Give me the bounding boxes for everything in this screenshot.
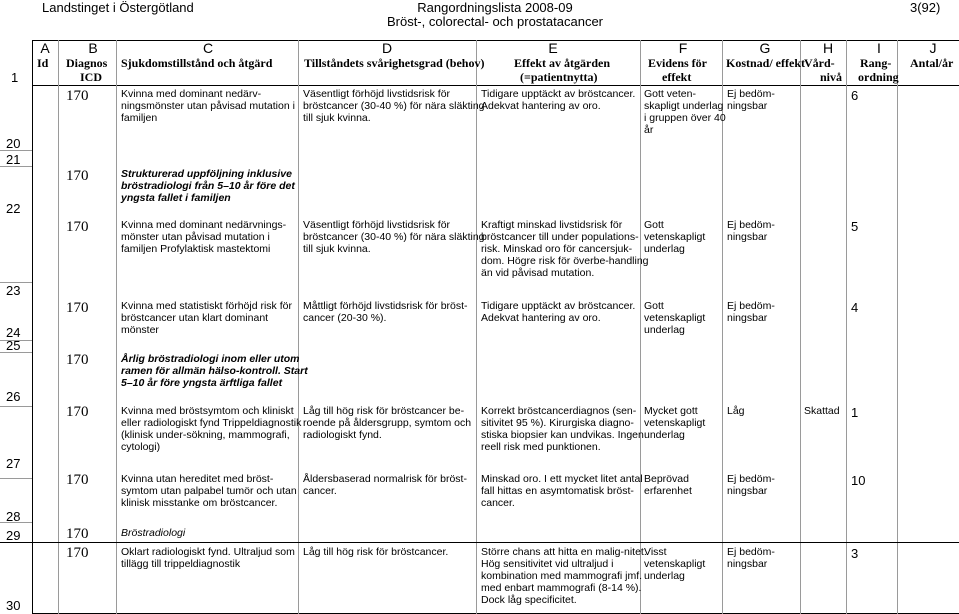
effekt-text: Tidigare upptäckt av bröstcancer. Adekvat hantering av oro. [481,88,636,112]
col-header-diagnos: Diagnos [66,56,108,70]
col-letter-i: I [877,40,881,56]
grid-v-b [116,40,117,614]
evidens-text: Mycket gott vetenskapligt underlag [644,405,706,441]
svarighet-text: Måttligt förhöjd livstidsrisk för bröst- cancer (20-30 %). [303,300,468,324]
header-title: Rangordningslista 2008-09 [417,0,573,15]
tillstand-text: Kvinna med statistiskt förhöjd risk för bröstcancer utan klart dominant mönster [121,300,292,336]
col-letter-j: J [929,40,937,56]
grid-v-g [800,40,801,614]
effekt-text: Tidigare upptäckt av bröstcancer. Adekvat hantering av oro. [481,300,636,324]
col-header-effekt: Effekt av åtgärden [514,56,610,70]
diagnos-code: 170 [66,168,89,184]
col-letter-g: G [759,40,771,56]
kostnad-text: Ej bedöm- ningsbar [727,473,775,497]
col-letter-h: H [822,40,834,56]
page-number: 3(92) [910,0,941,15]
svarighet-text: Låg till hög risk för bröstcancer be- roende på åldersgrupp, symtom och radiologiskt fynd. [303,405,472,441]
grid-v-a [58,40,59,614]
tillstand-text: Årlig bröstradiologi inom eller utom ramen för allmän hälso-kontroll. Start 5–10 år före yngsta ärftliga fallet [121,353,308,389]
col-header-vardniva-sub: nivå [820,70,843,84]
kostnad-text: Ej bedöm- ningsbar [727,546,775,570]
grid-v-e [640,40,641,614]
rang-value: 10 [851,473,866,488]
rang-value: 5 [851,219,859,234]
rang-value: 1 [851,405,859,420]
svarighet-text: Åldersbaserad normalrisk för bröst- cancer. [303,473,467,497]
diagnos-code: 170 [66,88,89,104]
col-header-id: Id [37,56,49,70]
row-number: 29 [6,528,21,543]
row-number: 26 [6,389,21,404]
grid-v-left [32,40,33,614]
diagnos-code: 170 [66,404,89,420]
tillstand-text: Kvinna med dominant nedärv- ningsmönster utan påvisad mutation i familjen [121,88,295,124]
row-number: 20 [6,136,21,151]
col-header-svarighet: Tillståndets svårighetsgrad (behov) [304,56,485,70]
grid-v-d [476,40,477,614]
tillstand-text: Kvinna med bröstsymtom och kliniskt eller radiologiskt fynd Trippeldiagnostik (klinisk under-sökning, mammografi, cytologi) [121,405,302,453]
rang-value: 4 [851,300,859,315]
grid-v-c [298,40,299,614]
row-number: 23 [6,283,21,298]
evidens-text: Beprövad erfarenhet [644,473,692,497]
col-header-antal: Antal/år [910,56,954,70]
col-letter-b: B [88,40,98,56]
grid-v-h [846,40,847,614]
row-number: 1 [11,70,19,85]
header-left: Landstinget i Östergötland [42,0,194,15]
evidens-text: Visst vetenskapligt underlag [644,546,706,582]
col-header-rang-sub: ordning [858,70,899,84]
row-number: 25 [6,338,21,353]
vardniva-text: Skattad [804,405,840,417]
rang-value: 6 [851,88,859,103]
evidens-text: Gott veten- skapligt underlag i gruppen över 40 år [644,88,726,136]
diagnos-code: 170 [66,472,89,488]
effekt-text: Större chans att hitta en malig-nitet. Hög sensitivitet vid ultraljud i kombination med mammografi jmf. med enbart mammografi (8-14 %). Dock låg specificitet. [481,546,647,606]
kostnad-text: Ej bedöm- ningsbar [727,300,775,324]
evidens-text: Gott vetenskapligt underlag [644,219,706,255]
col-letter-d: D [381,40,393,56]
row-sep-29 [0,542,959,543]
row-number: 22 [6,201,21,216]
effekt-text: Minskad oro. I ett mycket litet antal fall hittas en asymtomatisk bröst- cancer. [481,473,643,509]
grid-v-i [897,40,898,614]
diagnos-code: 170 [66,300,89,316]
header-subtitle: Bröst-, colorectal- och prostatacancer [386,14,604,29]
col-header-evidens-sub: effekt [662,70,692,84]
col-header-vardniva: Vård- [804,56,835,70]
rang-value: 3 [851,546,859,561]
tillstand-text: Bröstradiologi [121,527,186,539]
svarighet-text: Väsentligt förhöjd livstidsrisk för bröstcancer (30-40 %) för nära släkting till sjuk kvinna. [303,88,485,124]
col-letter-a: A [40,40,50,56]
kostnad-text: Ej bedöm- ningsbar [727,219,775,243]
row-number: 24 [6,325,21,340]
diagnos-code: 170 [66,545,89,561]
svarighet-text: Låg till hög risk för bröstcancer. [303,546,449,558]
kostnad-text: Låg [727,405,745,417]
row-number: 28 [6,509,21,524]
col-header-kostnad: Kostnad/ effekt [726,56,805,70]
col-header-rang: Rang- [860,56,892,70]
col-header-tillstand: Sjukdomstillstånd och åtgärd [121,56,273,70]
tillstand-text: Strukturerad uppföljning inklusive bröstradiologi från 5–10 år före det yngsta fallet i familjen [121,168,295,204]
col-letter-c: C [202,40,214,56]
diagnos-code: 170 [66,526,89,542]
col-header-evidens: Evidens för [648,56,708,70]
diagnos-code: 170 [66,219,89,235]
effekt-text: Kraftigt minskad livstidsrisk för bröstcancer till under populations- risk. Minskad oro för cancersjuk- dom. Högre risk för överbe-handling än vid påvisad mutation. [481,219,649,279]
row-number: 27 [6,456,21,471]
col-letter-f: F [678,40,688,56]
col-letter-e: E [548,40,558,56]
col-header-icd: ICD [80,70,103,84]
tillstand-text: Kvinna utan hereditet med bröst- symtom utan palpabel tumör och utan klinisk misstanke om bröstcancer. [121,473,297,509]
effekt-text: Korrekt bröstcancerdiagnos (sen- sitivitet 95 %). Kirurgiska diagno- stiska biopsier kan undvikas. Ingen reell risk med punktionen. [481,405,644,453]
row-number: 21 [6,152,21,167]
row-sep [0,478,32,479]
tillstand-text: Oklart radiologiskt fynd. Ultraljud som tillägg till trippeldiagnostik [121,546,295,570]
evidens-text: Gott vetenskapligt underlag [644,300,706,336]
col-header-effekt-sub: (=patientnytta) [520,70,598,84]
diagnos-code: 170 [66,352,89,368]
tillstand-text: Kvinna med dominant nedärvnings- mönster utan påvisad mutation i familjen Profylaktisk mastektomi [121,219,287,255]
grid-header-bottom [32,85,959,86]
kostnad-text: Ej bedöm- ningsbar [727,88,775,112]
row-number: 30 [6,598,21,613]
row-sep [0,406,32,407]
svarighet-text: Väsentligt förhöjd livstidsrisk för bröstcancer (30-40 %) för nära släkting till sjuk kvinna. [303,219,485,255]
